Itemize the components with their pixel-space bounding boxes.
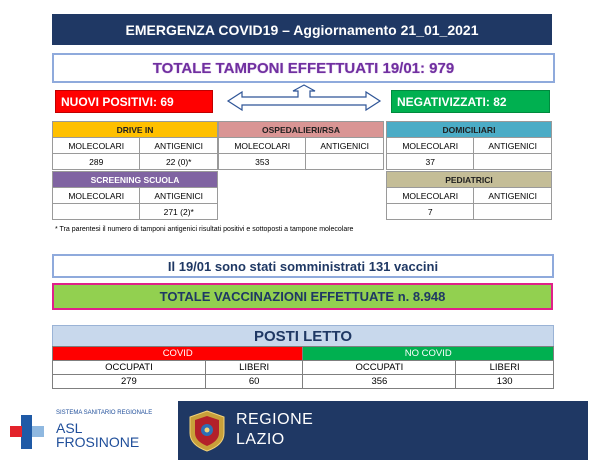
domiciliari-molecolari-value: 37 (387, 154, 474, 170)
ospedalieri-col-antigenici: ANTIGENICI (306, 138, 384, 154)
nuovi-positivi-text: NUOVI POSITIVI: 69 (61, 94, 174, 109)
total-vaccinations-text: TOTALE VACCINAZIONI EFFETTUATE n. 8.948 (159, 289, 446, 304)
regione-lazio-emblem-icon (186, 409, 228, 453)
page-header (52, 14, 552, 45)
covid-header: COVID (53, 347, 303, 361)
screening-table (52, 171, 218, 220)
nuovi-positivi-box (55, 90, 213, 113)
negativizzati-box (391, 90, 550, 113)
bidirectional-arrow-icon (222, 84, 386, 114)
total-tamponi-box (52, 53, 555, 83)
ospedalieri-col-molecolari: MOLECOLARI (219, 138, 306, 154)
lazio-label: LAZIO (236, 431, 285, 448)
asl-cross-icon (8, 413, 46, 451)
domiciliari-col-antigenici: ANTIGENICI (474, 138, 552, 154)
pediatrici-antigenici-value (474, 204, 552, 220)
drive-in-title: DRIVE IN (53, 122, 218, 138)
pediatrici-col-antigenici: ANTIGENICI (474, 188, 552, 204)
screening-antigenici-value: 271 (2)* (140, 204, 218, 220)
daily-vaccines-text: Il 19/01 sono stati somministrati 131 vaccini (167, 258, 439, 274)
asl-system-text: SISTEMA SANITARIO REGIONALE (56, 410, 153, 416)
screening-title: SCREENING SCUOLA (53, 172, 218, 188)
drive-in-col-molecolari: MOLECOLARI (53, 138, 140, 154)
total-tamponi-text: TOTALE TAMPONI EFFETTUATI 19/01: 979 (152, 59, 455, 77)
posti-letto-title-box (52, 325, 554, 347)
negativizzati-text: NEGATIVIZZATI: 82 (397, 94, 507, 109)
total-vaccinations-box (52, 283, 553, 310)
nocovid-liberi-value: 130 (456, 375, 554, 389)
no-covid-header: NO COVID (303, 347, 554, 361)
posti-letto-title: POSTI LETTO (253, 327, 353, 345)
daily-vaccines-box (52, 254, 554, 278)
ospedalieri-title: OSPEDALIERI/RSA (219, 122, 384, 138)
posti-letto-table (52, 346, 554, 389)
drive-in-col-antigenici: ANTIGENICI (140, 138, 218, 154)
pediatrici-table (386, 171, 552, 220)
domiciliari-title: DOMICILIARI (387, 122, 552, 138)
regione-label: REGIONE (236, 411, 314, 428)
drive-in-table (52, 121, 218, 170)
asl-logo (0, 395, 165, 460)
ospedalieri-molecolari-value: 353 (219, 154, 306, 170)
ospedalieri-table (218, 121, 384, 170)
nocovid-occupati-label: OCCUPATI (303, 361, 456, 375)
pediatrici-title: PEDIATRICI (387, 172, 552, 188)
screening-col-antigenici: ANTIGENICI (140, 188, 218, 204)
asl-city: FROSINONE (56, 434, 140, 450)
ospedalieri-antigenici-value (306, 154, 384, 170)
covid-liberi-label: LIBERI (205, 361, 303, 375)
domiciliari-col-molecolari: MOLECOLARI (387, 138, 474, 154)
drive-in-antigenici-value: 22 (0)* (140, 154, 218, 170)
regione-lazio-banner (178, 401, 588, 460)
footnote: * Tra parentesi il numero di tamponi antigenici risultati positivi e sottoposti a tampone molecolare (55, 226, 354, 233)
nocovid-liberi-label: LIBERI (456, 361, 554, 375)
covid-occupati-label: OCCUPATI (53, 361, 206, 375)
screening-molecolari-value (53, 204, 140, 220)
covid-liberi-value: 60 (205, 375, 303, 389)
nocovid-occupati-value: 356 (303, 375, 456, 389)
screening-col-molecolari: MOLECOLARI (53, 188, 140, 204)
domiciliari-antigenici-value (474, 154, 552, 170)
covid-occupati-value: 279 (53, 375, 206, 389)
pediatrici-col-molecolari: MOLECOLARI (387, 188, 474, 204)
drive-in-molecolari-value: 289 (53, 154, 140, 170)
asl-name: ASL (56, 420, 83, 436)
pediatrici-molecolari-value: 7 (387, 204, 474, 220)
domiciliari-table (386, 121, 552, 170)
page-title: EMERGENZA COVID19 – Aggiornamento 21_01_2021 (125, 21, 479, 38)
